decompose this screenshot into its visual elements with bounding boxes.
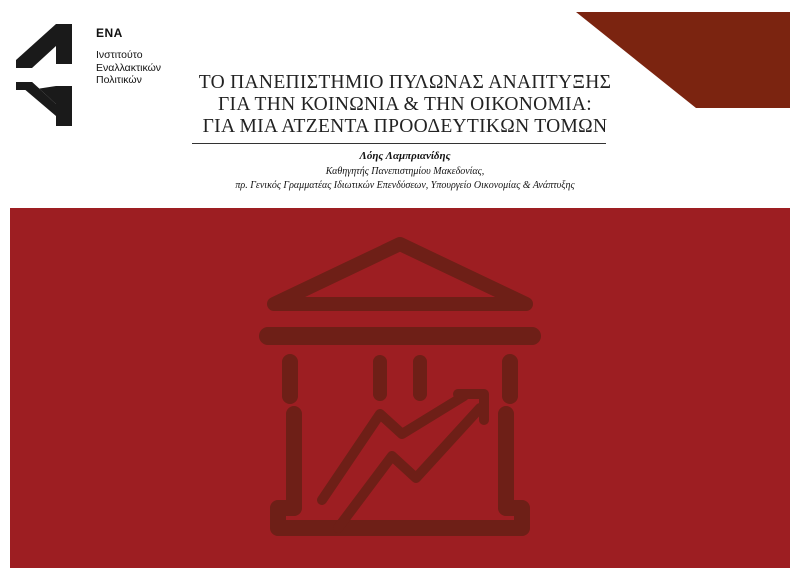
author-role: Καθηγητής Πανεπιστημίου Μακεδονίας, (325, 166, 485, 177)
title-divider (192, 143, 606, 144)
author-block (180, 150, 630, 193)
document-title (180, 72, 630, 138)
organization-name-line: Εναλλακτικών (96, 61, 162, 74)
cover-banner (10, 208, 790, 568)
university-growth-icon (10, 208, 790, 568)
organization-name-line: Ινστιτούτο (96, 49, 143, 61)
author-name: Λόης Λαμπριανίδης (359, 150, 451, 162)
ena-logo-icon (16, 24, 72, 126)
title-line: ΤΟ ΠΑΝΕΠΙΣΤΗΜΙΟ ΠΥΛΩΝΑΣ ΑΝΑΠΤΥΞΗΣ (198, 72, 612, 93)
title-line: ΓΙΑ ΜΙΑ ΑΤΖΕΝΤΑ ΠΡΟΟΔΕΥΤΙΚΩΝ ΤΟΜΩΝ (202, 116, 608, 137)
title-line: ΓΙΑ ΤΗΝ ΚΟΙΝΩΝΙΑ & ΤΗΝ ΟΙΚΟΝΟΜΙΑ: (217, 94, 593, 115)
organization-name-line: Πολιτικών (96, 74, 142, 86)
organization-short-name: ΕΝΑ (96, 26, 123, 40)
author-role: πρ. Γενικός Γραμματέας Ιδιωτικών Επενδύσεων, Υπουργείο Οικονομίας & Ανάπτυξης (235, 180, 575, 191)
